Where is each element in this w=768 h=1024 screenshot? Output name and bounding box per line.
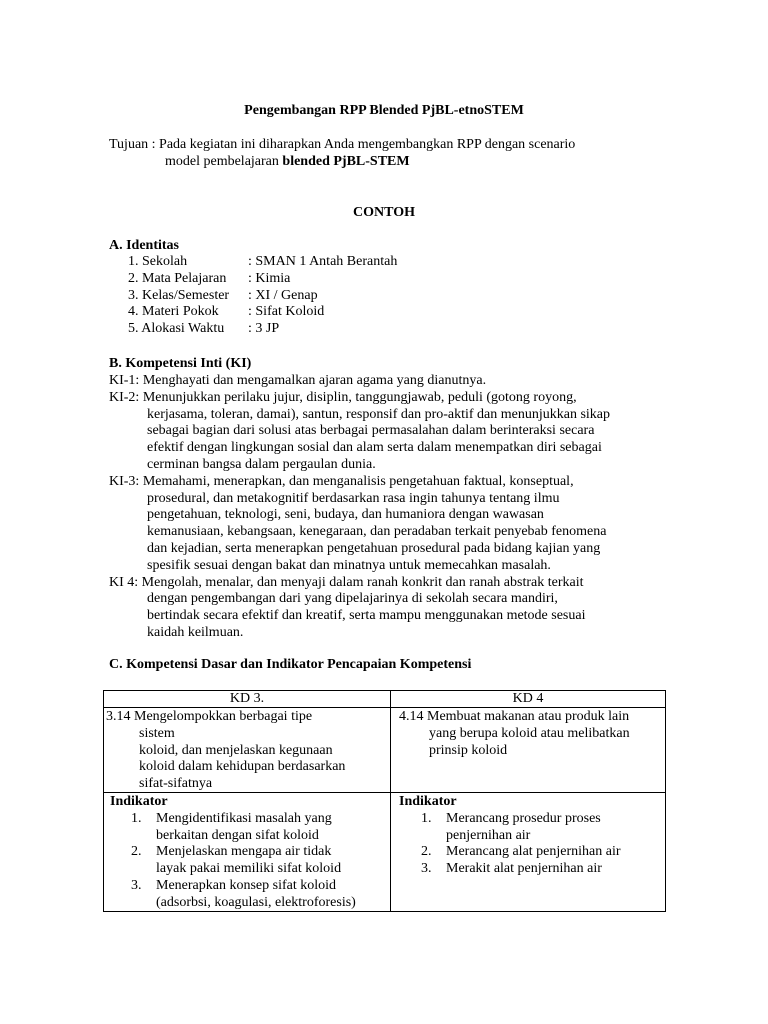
indikator-number: 2. — [421, 844, 432, 860]
indikator-number: 2. — [131, 844, 142, 860]
ki-item-start: KI-1: Menghayati dan mengamalkan ajaran agama yang dianutnya. — [109, 373, 487, 388]
indikator-text-line: Menjelaskan mengapa air tidak — [156, 844, 332, 860]
kd-text-line: sistem — [139, 725, 175, 741]
document-title: Pengembangan RPP Blended PjBL-etnoSTEM — [244, 103, 524, 118]
kd3-header: KD 3. — [229, 691, 265, 706]
indikator-text-line: Merancang alat penjernihan air — [446, 844, 621, 860]
indikator-label: Indikator — [399, 794, 457, 809]
kd-text-line: yang berupa koloid atau melibatkan — [429, 725, 630, 741]
kd3-header-cell — [103, 690, 391, 708]
indikator-kd4-cell — [390, 792, 666, 912]
identitas-value: : 3 JP — [248, 321, 280, 337]
indikator-number: 3. — [131, 878, 142, 893]
ki-item-start: KI-3: Memahami, menerapkan, dan menganalisis pengetahuan faktual, konseptual, — [109, 473, 574, 489]
ki-item-line: bertindak secara efektif dan kreatif, serta mampu menggunakan metode sesuai — [147, 608, 586, 624]
kd-text-line: 4.14 Membuat makanan atau produk lain — [399, 709, 630, 724]
identitas-value: : Kimia — [248, 270, 291, 286]
identitas-label: 4. Materi Pokok — [128, 304, 219, 320]
indikator-number: 1. — [131, 810, 142, 826]
ki-item-line: prosedural, dan metakognitif berdasarkan rasa ingin tahunya tentang ilmu — [147, 490, 560, 506]
ki-item-line: kemanusiaan, kebangsaan, kenegaraan, dan peradaban terkait penyebab fenomena — [147, 524, 607, 540]
kd-text-line: koloid, dan menjelaskan kegunaan — [139, 742, 333, 758]
ki-item-line: efektif dengan lingkungan sosial dan alam serta dalam menempatkan diri sebagai — [147, 440, 602, 456]
kd-text-line: koloid dalam kehidupan berdasarkan — [139, 759, 346, 775]
kd3-cell — [103, 707, 391, 793]
ki-item-line: spesifik sesuai dengan bakat dan minatnya untuk memecahkan masalah. — [147, 557, 551, 573]
identitas-heading: A. Identitas — [109, 238, 180, 253]
indikator-text-line: Mengidentifikasi masalah yang — [156, 810, 332, 826]
kd4-cell — [390, 707, 666, 793]
tujuan-line-2-text: model pembelajaran — [165, 154, 283, 169]
tujuan-line-2 — [165, 154, 410, 171]
identitas-label: 2. Mata Pelajaran — [128, 270, 227, 286]
ki-item-line: sebagai bagian dari solusi atas berbagai permasalahan dalam berinteraksi secara — [147, 423, 595, 439]
indikator-text-line: penjernihan air — [446, 827, 531, 843]
ki-item-line: dan kejadian, serta menerapkan pengetahuan prosedural pada bidang kajian yang — [147, 541, 601, 556]
kd-text-line: prinsip koloid — [429, 742, 508, 758]
tujuan-line-1: Tujuan : Pada kegiatan ini diharapkan Anda mengembangkan RPP dengan scenario — [109, 137, 576, 152]
indikator-text-line: (adsorbsi, koagulasi, elektroforesis) — [156, 894, 356, 910]
ki-item-line: kerjasama, toleran, damai), santun, responsif dan pro-aktif dan menunjukkan sikap — [147, 406, 611, 422]
kd4-header: KD 4 — [512, 691, 544, 706]
ki-item-line: dengan pengembangan dari yang dipelajarinya di sekolah secara mandiri, — [147, 591, 558, 607]
ki-item-start: KI-2: Menunjukkan perilaku jujur, disiplin, tanggungjawab, peduli (gotong royong, — [109, 389, 577, 405]
ki-heading: B. Kompetensi Inti (KI) — [109, 356, 252, 371]
kd-heading: C. Kompetensi Dasar dan Indikator Pencapaian Kompetensi — [109, 657, 472, 672]
contoh-heading: CONTOH — [353, 205, 415, 220]
kd4-header-cell — [390, 690, 666, 708]
indikator-text-line: berkaitan dengan sifat koloid — [156, 827, 319, 843]
identitas-label: 5. Alokasi Waktu — [128, 321, 225, 337]
ki-item-line: kaidah keilmuan. — [147, 625, 244, 640]
indikator-text-line: layak pakai memiliki sifat koloid — [156, 861, 342, 877]
indikator-label: Indikator — [110, 794, 168, 809]
identitas-value: : SMAN 1 Antah Berantah — [248, 254, 398, 269]
tujuan-line-2-bold: blended PjBL-STEM — [282, 154, 410, 169]
kd-text-line: sifat-sifatnya — [139, 776, 213, 792]
identitas-value: : Sifat Koloid — [248, 304, 325, 320]
identitas-label: 1. Sekolah — [128, 254, 188, 269]
ki-item-line: pengetahuan, teknologi, seni, budaya, dan humaniora dengan wawasan — [147, 507, 544, 523]
ki-item-start: KI 4: Mengolah, menalar, dan menyaji dalam ranah konkrit dan ranah abstrak terkait — [109, 574, 584, 590]
indikator-number: 3. — [421, 861, 432, 877]
indikator-text-line: Menerapkan konsep sifat koloid — [156, 878, 337, 893]
ki-item-line: cerminan bangsa dalam pergaulan dunia. — [147, 457, 376, 472]
kd-table — [103, 690, 666, 912]
indikator-text-line: Merakit alat penjernihan air — [446, 861, 602, 877]
indikator-number: 1. — [421, 810, 432, 826]
identitas-value: : XI / Genap — [248, 287, 318, 303]
identitas-label: 3. Kelas/Semester — [128, 287, 230, 303]
kd-text-line: 3.14 Mengelompokkan berbagai tipe — [106, 709, 313, 724]
indikator-text-line: Merancang prosedur proses — [446, 810, 601, 826]
indikator-kd3-cell — [103, 792, 391, 912]
